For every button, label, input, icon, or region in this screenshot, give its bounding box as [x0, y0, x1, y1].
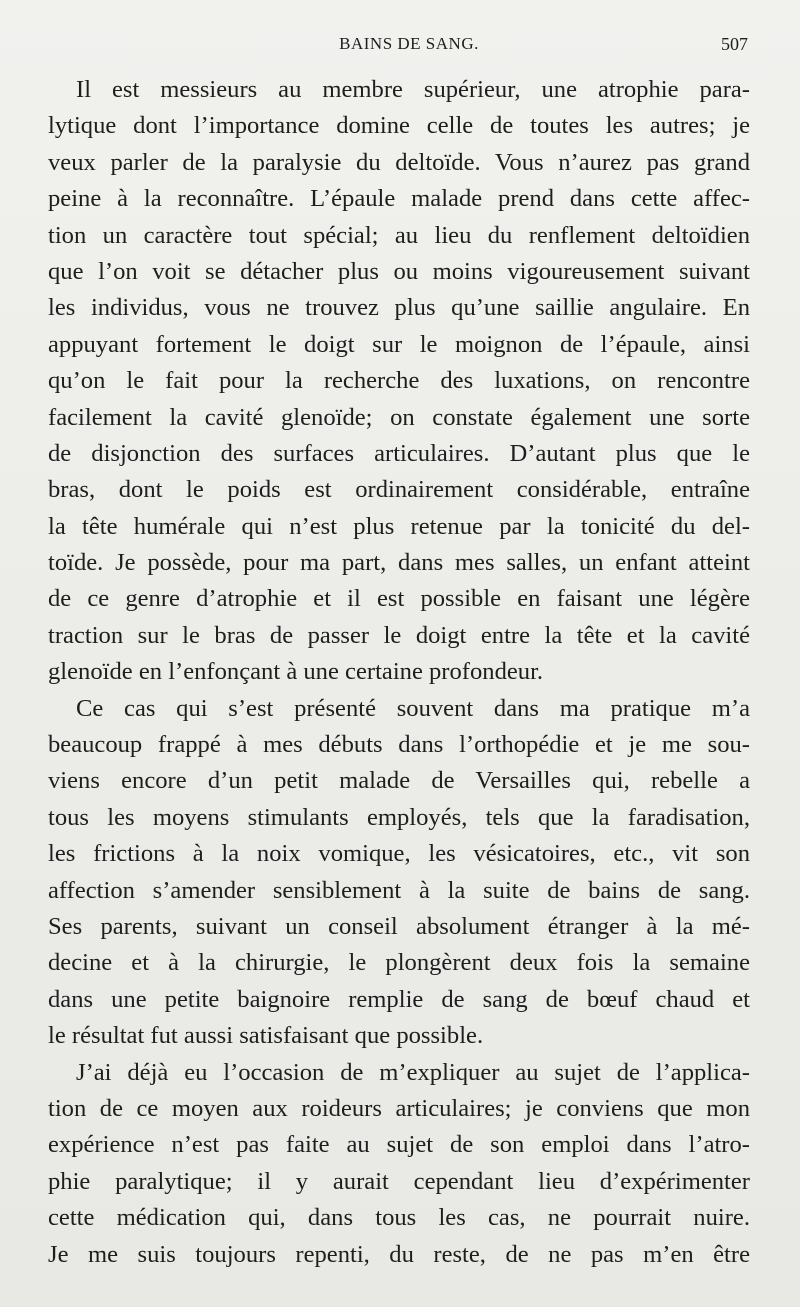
text-line: la tête humérale qui n’est plus retenue par la tonicité du del- [48, 512, 750, 540]
text-line: lytique dont l’importance domine celle de toutes les autres; je [48, 112, 750, 140]
text-line: veux parler de la paralysie du deltoïde. Vous n’aurez pas grand [48, 148, 750, 176]
text-line: les frictions à la noix vomique, les vésicatoires, etc., vit son [48, 840, 750, 868]
running-head [0, 34, 800, 60]
text-line: traction sur le bras de passer le doigt entre la tête et la cavité [48, 621, 750, 649]
text-line: decine et à la chirurgie, le plongèrent deux fois la semaine [48, 949, 750, 977]
text-line: les individus, vous ne trouvez plus qu’une saillie angulaire. En [48, 294, 750, 322]
text-line: J’ai déjà eu l’occasion de m’expliquer au sujet de l’applica- [76, 1058, 750, 1086]
page-number: 507 [721, 34, 748, 54]
text-line: le résultat fut aussi satisfaisant que possible. [48, 1022, 484, 1050]
text-line: beaucoup frappé à mes débuts dans l’orthopédie et je me sou- [48, 731, 750, 759]
text-line: facilement la cavité glenoïde; on constate également une sorte [48, 403, 750, 431]
text-body [48, 72, 750, 1273]
text-line: tion de ce moyen aux roideurs articulaires; je conviens que mon [48, 1094, 750, 1122]
text-line: que l’on voit se détacher plus ou moins vigoureusement suivant [48, 257, 750, 285]
running-title: BAINS DE SANG. [339, 34, 479, 53]
text-line: Ce cas qui s’est présenté souvent dans ma pratique m’a [76, 694, 750, 722]
text-line: Je me suis toujours repenti, du reste, de ne pas m’en être [48, 1240, 750, 1268]
text-line: tion un caractère tout spécial; au lieu du renflement deltoïdien [48, 221, 750, 249]
text-line: phie paralytique; il y aurait cependant lieu d’expérimenter [48, 1167, 750, 1195]
text-line: dans une petite baignoire remplie de sang de bœuf chaud et [48, 985, 750, 1013]
text-line: Il est messieurs au membre supérieur, une atrophie para- [76, 76, 750, 103]
text-line: peine à la reconnaître. L’épaule malade prend dans cette affec- [48, 185, 750, 213]
text-line: toïde. Je possède, pour ma part, dans mes salles, un enfant atteint [48, 549, 750, 577]
text-line: glenoïde en l’enfonçant à une certaine profondeur. [48, 658, 544, 686]
text-line: appuyant fortement le doigt sur le moignon de l’épaule, ainsi [48, 330, 750, 358]
text-line: affection s’amender sensiblement à la suite de bains de sang. [48, 876, 750, 904]
text-line: Ses parents, suivant un conseil absolument étranger à la mé- [48, 912, 750, 940]
text-line: bras, dont le poids est ordinairement considérable, entraîne [48, 476, 750, 504]
text-line: tous les moyens stimulants employés, tels que la faradisation, [48, 803, 750, 831]
text-line: cette médication qui, dans tous les cas, ne pourrait nuire. [48, 1204, 750, 1232]
text-line: viens encore d’un petit malade de Versailles qui, rebelle a [48, 767, 750, 795]
text-line: qu’on le fait pour la recherche des luxations, on rencontre [48, 367, 750, 395]
text-line: expérience n’est pas faite au sujet de son emploi dans l’atro- [48, 1131, 750, 1159]
text-line: de disjonction des surfaces articulaires. D’autant plus que le [48, 439, 750, 467]
text-line: de ce genre d’atrophie et il est possible en faisant une légère [48, 585, 750, 613]
